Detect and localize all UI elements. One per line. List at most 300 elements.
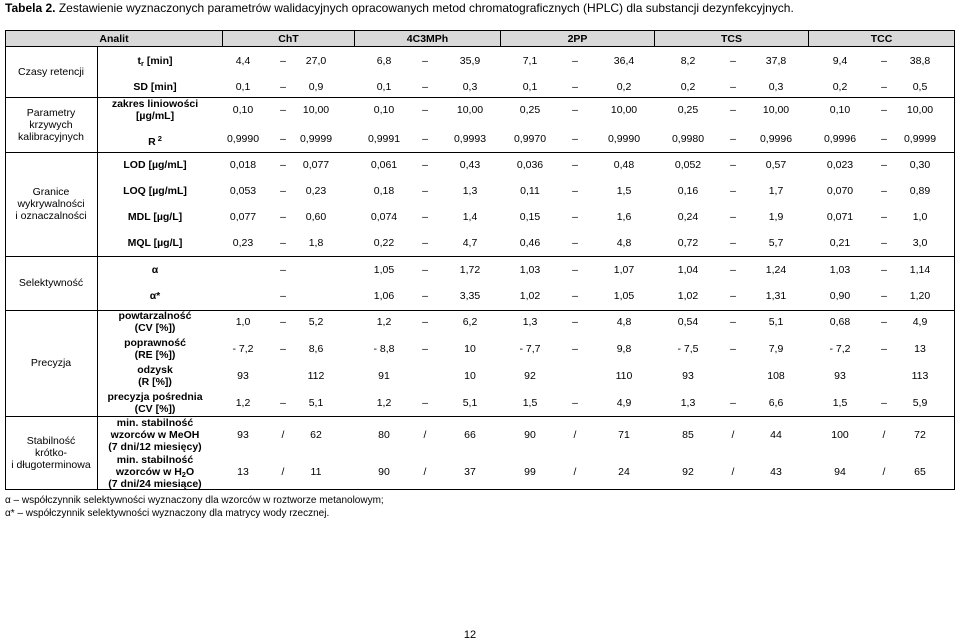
parameter-text: wzorców w H bbox=[115, 466, 182, 478]
value-min: 0,071 bbox=[826, 211, 854, 223]
category-label: Precyzja bbox=[30, 357, 72, 369]
header-analyte-cht: ChT bbox=[222, 31, 354, 46]
value-min: 0,9980 bbox=[671, 133, 705, 145]
parameter-text: MDL [µg/L] bbox=[127, 211, 183, 223]
value-separator: – bbox=[730, 81, 736, 93]
value-max: 0,077 bbox=[302, 159, 330, 171]
value-min: 0,036 bbox=[516, 159, 544, 171]
value-max: 10,00 bbox=[610, 104, 638, 116]
value-min: 80 bbox=[378, 429, 390, 441]
table-row bbox=[5, 54, 955, 68]
value-min: 1,3 bbox=[680, 397, 696, 409]
parameter-label-line bbox=[97, 478, 213, 490]
parameter-label bbox=[97, 159, 213, 171]
parameter-label bbox=[97, 237, 213, 249]
value-max: 5,7 bbox=[768, 237, 784, 249]
value-min: 0,9990 bbox=[226, 133, 260, 145]
value-separator: – bbox=[422, 185, 428, 197]
value-min: 0,2 bbox=[832, 81, 848, 93]
value-min: 90 bbox=[524, 429, 536, 441]
parameter-label-line bbox=[97, 454, 213, 466]
table-row bbox=[5, 158, 955, 172]
parameter-label bbox=[97, 310, 213, 334]
category-label: Granice bbox=[32, 186, 70, 198]
value-min: 0,1 bbox=[376, 81, 392, 93]
value-max: 5,2 bbox=[308, 316, 324, 328]
value-min: 0,023 bbox=[826, 159, 854, 171]
category-label: krótko- bbox=[34, 447, 68, 459]
value-min: 0,22 bbox=[373, 237, 395, 249]
value-max: 1,72 bbox=[459, 264, 481, 276]
footnote-alpha: α – współczynnik selektywności wyznaczony dla wzorców w roztworze metanolowym; bbox=[5, 495, 384, 506]
value-max: 11 bbox=[310, 466, 322, 478]
parameter-text: precyzja pośrednia bbox=[107, 391, 203, 403]
value-separator: – bbox=[280, 104, 286, 116]
parameter-label-line bbox=[97, 264, 213, 276]
value-max: 113 bbox=[911, 370, 929, 382]
parameter-label bbox=[97, 55, 213, 67]
parameter-label-line bbox=[97, 391, 213, 403]
parameter-text: odzysk bbox=[137, 364, 173, 376]
value-min: 1,2 bbox=[376, 397, 392, 409]
value-max: 5,9 bbox=[912, 397, 928, 409]
parameter-label-line bbox=[97, 290, 213, 302]
parameter-text: (CV [%]) bbox=[134, 322, 176, 334]
value-separator: – bbox=[730, 397, 736, 409]
category-label: Selektywność bbox=[18, 277, 84, 289]
value-separator: – bbox=[881, 159, 887, 171]
value-min: 0,15 bbox=[519, 211, 541, 223]
value-separator: – bbox=[730, 55, 736, 67]
value-max: 37 bbox=[464, 466, 476, 478]
value-max: 66 bbox=[464, 429, 476, 441]
value-separator: – bbox=[572, 316, 578, 328]
header-analyte-4c3mph: 4C3MPh bbox=[354, 31, 500, 46]
value-separator: – bbox=[422, 104, 428, 116]
value-min: 13 bbox=[237, 466, 249, 478]
value-max: 0,5 bbox=[912, 81, 928, 93]
table-row bbox=[5, 391, 955, 415]
value-min: - 7,2 bbox=[829, 343, 851, 355]
value-max: 71 bbox=[618, 429, 630, 441]
value-min: 0,018 bbox=[229, 159, 257, 171]
value-min: 0,070 bbox=[826, 185, 854, 197]
value-max: 3,0 bbox=[912, 237, 928, 249]
value-min: 85 bbox=[682, 429, 694, 441]
value-max: 0,2 bbox=[616, 81, 632, 93]
parameter-text: poprawność bbox=[124, 337, 186, 349]
parameter-text: [µg/mL] bbox=[135, 110, 175, 122]
value-max: 1,4 bbox=[462, 211, 478, 223]
value-separator: – bbox=[881, 104, 887, 116]
value-separator: – bbox=[422, 133, 428, 145]
value-min: 1,2 bbox=[376, 316, 392, 328]
value-min: 0,9991 bbox=[367, 133, 401, 145]
value-separator: – bbox=[881, 290, 887, 302]
value-min: 0,18 bbox=[373, 185, 395, 197]
value-max: 0,89 bbox=[909, 185, 931, 197]
value-separator: – bbox=[881, 133, 887, 145]
parameter-text: [min] bbox=[143, 55, 173, 67]
value-min: 1,03 bbox=[519, 264, 541, 276]
table-row bbox=[5, 98, 955, 122]
category-label: wykrywalności bbox=[17, 198, 85, 210]
value-separator: – bbox=[881, 55, 887, 67]
value-separator: – bbox=[422, 159, 428, 171]
value-min: 8,2 bbox=[680, 55, 696, 67]
value-min: 91 bbox=[378, 370, 390, 382]
parameter-label-line bbox=[97, 322, 213, 334]
value-min: 93 bbox=[237, 370, 249, 382]
value-max: 10,00 bbox=[762, 104, 790, 116]
parameter-text: LOD [µg/mL] bbox=[123, 159, 187, 171]
parameter-text: zakres liniowości bbox=[111, 98, 199, 110]
table-header bbox=[5, 30, 955, 47]
value-min: 0,1 bbox=[522, 81, 538, 93]
value-separator: – bbox=[422, 55, 428, 67]
table-caption-text: Zestawienie wyznaczonych parametrów walidacyjnych opracowanych metod chromatograficznych (HPLC) dla substancji dezynfekcyjnych. bbox=[58, 1, 794, 15]
table-row bbox=[5, 263, 955, 277]
parameter-label bbox=[97, 337, 213, 361]
section-divider bbox=[5, 256, 955, 257]
value-separator: – bbox=[280, 133, 286, 145]
parameter-label-line bbox=[97, 211, 213, 223]
value-min: 0,1 bbox=[235, 81, 251, 93]
parameter-label bbox=[97, 98, 213, 122]
value-max: 13 bbox=[914, 343, 926, 355]
value-max: 72 bbox=[914, 429, 926, 441]
parameter-label-line bbox=[97, 310, 213, 322]
category-label: i oznaczalności bbox=[15, 210, 87, 222]
value-max: 5,1 bbox=[308, 397, 324, 409]
parameter-text: MQL [µg/L] bbox=[127, 237, 183, 249]
value-max: 10,00 bbox=[906, 104, 934, 116]
value-separator: – bbox=[280, 237, 286, 249]
table-row bbox=[5, 310, 955, 334]
value-max: 8,6 bbox=[308, 343, 324, 355]
value-max: 1,20 bbox=[909, 290, 931, 302]
value-separator: – bbox=[280, 185, 286, 197]
value-separator: – bbox=[881, 185, 887, 197]
value-max: 1,3 bbox=[462, 185, 478, 197]
table-row bbox=[5, 184, 955, 198]
value-min: 0,90 bbox=[829, 290, 851, 302]
value-separator: / bbox=[731, 466, 735, 478]
value-separator: – bbox=[422, 264, 428, 276]
parameter-label bbox=[97, 391, 213, 415]
value-separator: – bbox=[572, 55, 578, 67]
value-max: 108 bbox=[767, 370, 785, 382]
value-separator: – bbox=[280, 397, 286, 409]
value-separator: – bbox=[881, 81, 887, 93]
value-separator: – bbox=[572, 104, 578, 116]
parameter-label bbox=[97, 264, 213, 276]
header-analyte-label: Analit bbox=[99, 32, 129, 45]
value-max: 5,1 bbox=[462, 397, 478, 409]
value-separator: – bbox=[422, 211, 428, 223]
category-label: Stabilność bbox=[26, 435, 76, 447]
header-analyte-2pp: 2PP bbox=[500, 31, 654, 46]
table-row bbox=[5, 337, 955, 361]
value-max: 4,8 bbox=[616, 316, 632, 328]
value-separator: – bbox=[881, 316, 887, 328]
value-max: 43 bbox=[770, 466, 782, 478]
value-max: 1,14 bbox=[909, 264, 931, 276]
value-min: - 8,8 bbox=[373, 343, 395, 355]
value-separator: – bbox=[280, 264, 286, 276]
value-min: 0,21 bbox=[829, 237, 851, 249]
value-max: 1,0 bbox=[912, 211, 928, 223]
value-max: 6,2 bbox=[462, 316, 478, 328]
value-separator: / bbox=[423, 429, 427, 441]
parameter-text: α* bbox=[149, 290, 161, 302]
value-separator: – bbox=[280, 343, 286, 355]
value-separator: – bbox=[730, 159, 736, 171]
section-divider bbox=[5, 152, 955, 153]
value-separator: – bbox=[881, 211, 887, 223]
parameter-label-line bbox=[97, 403, 213, 415]
value-separator: – bbox=[280, 159, 286, 171]
value-separator: – bbox=[730, 316, 736, 328]
parameter-text: wzorców w MeOH bbox=[110, 429, 200, 441]
table-row bbox=[5, 364, 955, 388]
value-max: 1,31 bbox=[765, 290, 787, 302]
value-separator: – bbox=[572, 237, 578, 249]
value-min: 99 bbox=[524, 466, 536, 478]
value-min: 0,16 bbox=[677, 185, 699, 197]
parameter-label-line bbox=[97, 81, 213, 93]
value-max: 35,9 bbox=[459, 55, 481, 67]
value-separator: / bbox=[882, 466, 886, 478]
parameter-text: t bbox=[137, 55, 141, 67]
parameter-label-line bbox=[97, 159, 213, 171]
value-max: 6,6 bbox=[768, 397, 784, 409]
value-max: 37,8 bbox=[765, 55, 787, 67]
table-row bbox=[5, 210, 955, 224]
value-separator: – bbox=[280, 290, 286, 302]
table-caption bbox=[5, 1, 794, 15]
value-max: 10 bbox=[464, 370, 476, 382]
value-max: 0,3 bbox=[768, 81, 784, 93]
parameter-label-line bbox=[97, 349, 213, 361]
parameter-label-line bbox=[97, 429, 213, 441]
value-min: 93 bbox=[682, 370, 694, 382]
value-separator: – bbox=[730, 133, 736, 145]
parameter-label-line bbox=[97, 364, 213, 376]
value-separator: / bbox=[731, 429, 735, 441]
value-max: 38,8 bbox=[909, 55, 931, 67]
parameter-text: (RE [%]) bbox=[134, 349, 176, 361]
value-max: 36,4 bbox=[613, 55, 635, 67]
parameter-text: LOQ [µg/mL] bbox=[123, 185, 187, 197]
parameter-label bbox=[97, 364, 213, 388]
parameter-label bbox=[97, 133, 213, 148]
value-separator: / bbox=[882, 429, 886, 441]
value-separator: / bbox=[423, 466, 427, 478]
category-label: i długoterminowa bbox=[11, 459, 91, 471]
value-max: 110 bbox=[615, 370, 633, 382]
parameter-superscript: 2 bbox=[157, 134, 162, 143]
parameter-text: min. stabilność bbox=[116, 454, 194, 466]
value-separator: – bbox=[572, 185, 578, 197]
parameter-label-line bbox=[97, 185, 213, 197]
value-max: 10,00 bbox=[456, 104, 484, 116]
value-min: 100 bbox=[831, 429, 849, 441]
table-row bbox=[5, 80, 955, 94]
value-max: 0,23 bbox=[305, 185, 327, 197]
parameter-label-line bbox=[97, 337, 213, 349]
table-row bbox=[5, 236, 955, 250]
parameter-subscript: r bbox=[141, 59, 144, 68]
value-separator: – bbox=[881, 237, 887, 249]
value-min: 0,10 bbox=[232, 104, 254, 116]
value-max: 1,8 bbox=[308, 237, 324, 249]
value-max: 10 bbox=[464, 343, 476, 355]
value-separator: – bbox=[422, 343, 428, 355]
value-separator: / bbox=[573, 429, 577, 441]
value-separator: – bbox=[422, 316, 428, 328]
value-separator: – bbox=[572, 290, 578, 302]
footnote-alpha-star: α* – współczynnik selektywności wyznaczony dla matrycy wody rzecznej. bbox=[5, 508, 330, 519]
value-max: 0,9999 bbox=[903, 133, 937, 145]
value-max: 24 bbox=[618, 466, 630, 478]
value-max: 1,7 bbox=[768, 185, 784, 197]
parameter-label-line bbox=[97, 133, 213, 148]
value-min: 0,052 bbox=[674, 159, 702, 171]
value-separator: – bbox=[572, 81, 578, 93]
header-analyte-tcs: TCS bbox=[654, 31, 808, 46]
value-min: 0,11 bbox=[520, 185, 540, 197]
value-min: 0,053 bbox=[229, 185, 257, 197]
value-max: 0,57 bbox=[765, 159, 787, 171]
value-max: 0,30 bbox=[909, 159, 931, 171]
value-min: 1,05 bbox=[373, 264, 395, 276]
parameter-text: α bbox=[151, 264, 159, 276]
value-min: 1,04 bbox=[677, 264, 699, 276]
value-min: 0,10 bbox=[829, 104, 851, 116]
value-max: 0,48 bbox=[613, 159, 635, 171]
value-separator: – bbox=[730, 290, 736, 302]
value-min: 0,23 bbox=[232, 237, 254, 249]
value-separator: – bbox=[422, 397, 428, 409]
value-separator: – bbox=[280, 55, 286, 67]
value-min: 1,02 bbox=[677, 290, 699, 302]
value-max: 65 bbox=[914, 466, 926, 478]
value-min: 94 bbox=[834, 466, 846, 478]
parameter-label-line bbox=[97, 376, 213, 388]
parameter-label bbox=[97, 290, 213, 302]
value-min: 0,54 bbox=[677, 316, 699, 328]
value-max: 4,7 bbox=[462, 237, 478, 249]
value-separator: – bbox=[422, 81, 428, 93]
value-max: 0,9990 bbox=[607, 133, 641, 145]
value-separator: – bbox=[730, 185, 736, 197]
parameter-label-line bbox=[97, 466, 213, 478]
parameter-label-line bbox=[97, 98, 213, 110]
parameter-label bbox=[97, 185, 213, 197]
parameter-subscript: 2 bbox=[181, 470, 186, 479]
value-max: 0,9993 bbox=[453, 133, 487, 145]
value-min: 0,68 bbox=[829, 316, 851, 328]
parameter-text: powtarzalność bbox=[118, 310, 192, 322]
value-max: 0,60 bbox=[305, 211, 327, 223]
value-separator: – bbox=[572, 133, 578, 145]
value-separator: – bbox=[422, 237, 428, 249]
value-min: 6,8 bbox=[376, 55, 392, 67]
value-min: 7,1 bbox=[522, 55, 538, 67]
value-separator: – bbox=[572, 264, 578, 276]
value-separator: – bbox=[730, 264, 736, 276]
value-max: 10,00 bbox=[302, 104, 330, 116]
value-min: - 7,5 bbox=[677, 343, 699, 355]
value-separator: – bbox=[730, 343, 736, 355]
value-separator: – bbox=[280, 211, 286, 223]
value-min: 92 bbox=[524, 370, 536, 382]
value-separator: / bbox=[573, 466, 577, 478]
value-min: 90 bbox=[378, 466, 390, 478]
value-min: 92 bbox=[682, 466, 694, 478]
value-min: 93 bbox=[834, 370, 846, 382]
value-separator: – bbox=[881, 343, 887, 355]
parameter-label-line bbox=[97, 417, 213, 429]
value-min: - 7,7 bbox=[519, 343, 541, 355]
category-label: Czasy retencji bbox=[18, 65, 84, 78]
value-separator: / bbox=[281, 429, 285, 441]
value-min: 1,03 bbox=[829, 264, 851, 276]
parameter-label-line bbox=[97, 441, 213, 453]
value-separator: – bbox=[572, 159, 578, 171]
value-min: 1,0 bbox=[235, 316, 251, 328]
category-label: Parametry bbox=[26, 106, 76, 119]
value-min: 1,3 bbox=[522, 316, 538, 328]
value-min: 1,2 bbox=[235, 397, 251, 409]
value-max: 5,1 bbox=[768, 316, 784, 328]
value-separator: – bbox=[730, 104, 736, 116]
value-min: 0,10 bbox=[373, 104, 395, 116]
value-min: 0,25 bbox=[519, 104, 541, 116]
value-max: 4,8 bbox=[616, 237, 632, 249]
parameter-text: (7 dni/12 miesięcy) bbox=[108, 441, 202, 453]
parameter-text: (7 dni/24 miesiące) bbox=[108, 478, 202, 490]
parameter-text: R bbox=[148, 136, 156, 148]
value-min: 1,02 bbox=[519, 290, 541, 302]
parameter-label-line bbox=[97, 237, 213, 249]
table-row bbox=[5, 132, 955, 146]
value-separator: / bbox=[281, 466, 285, 478]
value-max: 1,24 bbox=[765, 264, 787, 276]
value-max: 9,8 bbox=[616, 343, 632, 355]
value-min: 0,46 bbox=[519, 237, 541, 249]
value-min: 4,4 bbox=[235, 55, 251, 67]
value-min: 0,9996 bbox=[823, 133, 857, 145]
value-min: 0,25 bbox=[677, 104, 699, 116]
table-row bbox=[5, 454, 955, 490]
value-min: 0,24 bbox=[677, 211, 699, 223]
value-max: 0,3 bbox=[462, 81, 478, 93]
value-separator: – bbox=[572, 397, 578, 409]
value-separator: – bbox=[422, 290, 428, 302]
value-min: 93 bbox=[237, 429, 249, 441]
category-label: krzywych bbox=[29, 118, 73, 131]
value-max: 1,9 bbox=[768, 211, 784, 223]
value-max: 44 bbox=[770, 429, 782, 441]
table-row bbox=[5, 289, 955, 303]
value-max: 7,9 bbox=[768, 343, 784, 355]
value-max: 0,43 bbox=[459, 159, 481, 171]
parameter-label bbox=[97, 211, 213, 223]
value-min: - 7,2 bbox=[232, 343, 254, 355]
value-max: 0,9999 bbox=[299, 133, 333, 145]
